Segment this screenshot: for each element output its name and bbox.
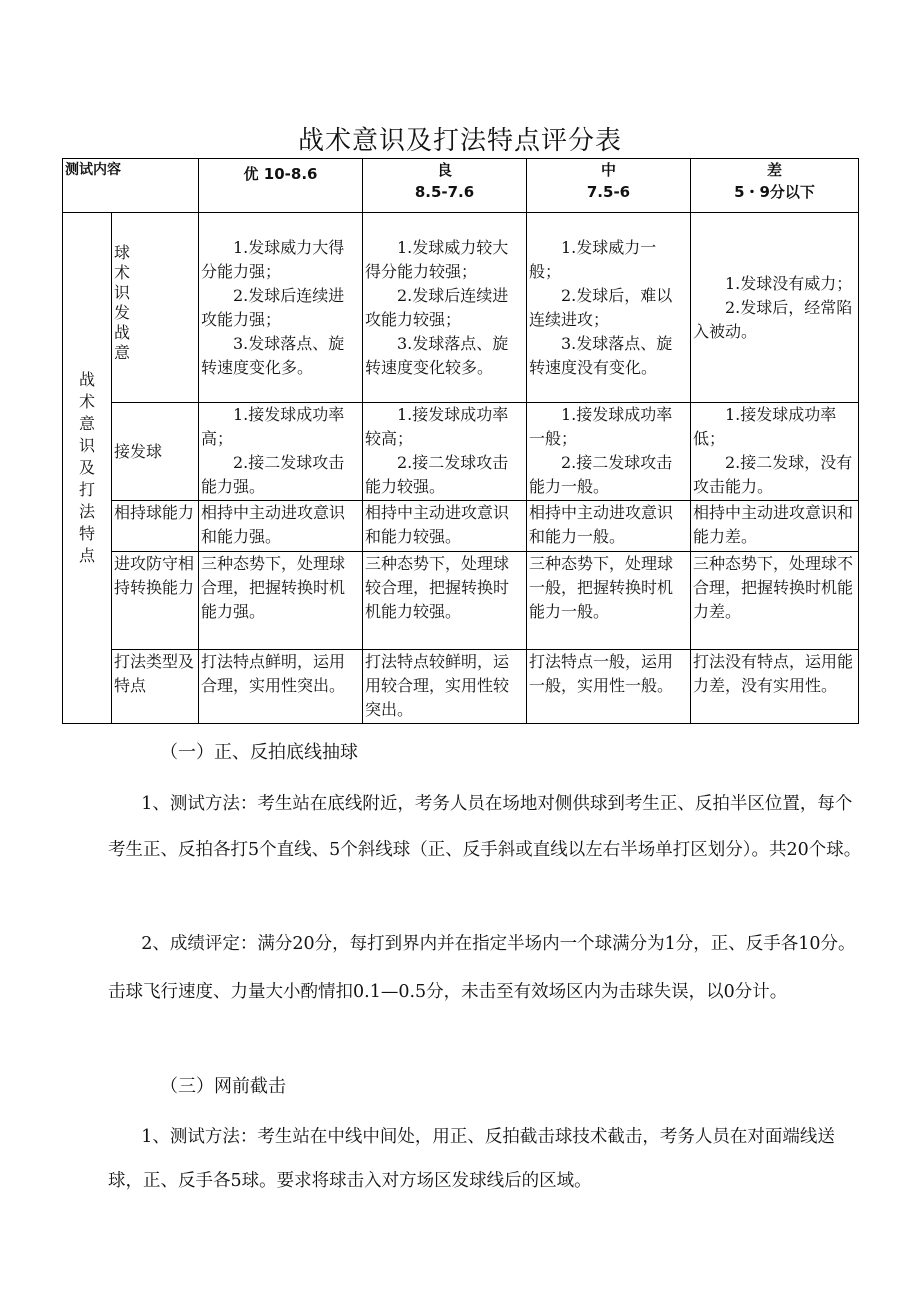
score-cell [691,501,859,552]
criterion-line: 2.接二发球攻击能力强。 [201,453,345,496]
score-cell [363,650,527,724]
item-label: 相持球能力 [114,503,195,522]
score-cell [691,650,859,724]
criterion-line: 3.发球落点、旋转速度变化较多。 [365,333,509,377]
level-name: 差 [766,161,782,179]
category-cell [63,213,112,724]
criterion-text: 相持中主动进攻意识和能力一般。 [529,503,674,546]
score-cell [363,552,527,650]
criterion-line: 2.发球后连续进攻能力强； [201,285,345,329]
header-level-0 [199,159,363,213]
score-cell [527,403,691,501]
table-row [63,213,859,403]
item-cell [112,650,199,724]
criterion-text: 打法特点鲜明，运用合理，实用性突出。 [201,652,346,695]
category-label: 战术意识及打法特点 [79,369,96,565]
score-cell [527,501,691,552]
criterion-text: 打法特点较鲜明，运用较合理，实用性较突出。 [365,652,510,719]
header-content-label: 测试内容 [63,159,199,213]
criterion-text: 三种态势下，处理球不合理，把握转换时机能力差。 [693,554,854,621]
criterion-line: 2.发球后，经常陷入被动。 [693,297,853,341]
header-level-2 [527,159,691,213]
section1-method: 1、测试方法：考生站在底线附近，考务人员在场地对侧供球到考生正、反拍半区位置，每个考生正、反拍各打5个直线、5个斜线球（正、反手斜或直线以左右半场单打区划分）。共20个球。 [108,794,862,860]
table-title: 战术意识及打法特点评分表 [297,126,622,156]
score-cell [691,552,859,650]
criterion-line: 2.接二发球攻击能力一般。 [529,453,673,496]
level-range: 8.5-7.6 [414,183,475,201]
criterion-line: 3.发球落点、旋转速度变化多。 [201,333,345,377]
score-cell [363,501,527,552]
header-level-3 [691,159,859,213]
header-row [63,159,859,213]
score-cell [363,213,527,403]
item-cell [112,213,199,403]
criterion-line: 1.发球威力大得分能力强； [201,237,345,281]
section3-heading: （三）网前截击 [160,1076,286,1097]
criterion-line: 1.接发球成功率低； [693,405,837,448]
section1-heading: （一）正、反拍底线抽球 [160,742,358,763]
header-level-1 [363,159,527,213]
table-row [63,501,859,552]
section1-scoring: 2、成绩评定：满分20分，每打到界内并在指定半场内一个球满分为1分，正、反手各10分。击球飞行速度、力量大小酌情扣0.1—0.5分，未击至有效场区内为击球失误，以0分计。 [108,934,856,1002]
criterion-line: 2.发球后，难以连续进攻； [529,285,673,329]
criterion-text: 相持中主动进攻意识和能力强。 [201,503,346,546]
score-cell [527,552,691,650]
table-row [63,403,859,501]
score-cell [199,552,363,650]
criterion-text: 相持中主动进攻意识和能力较强。 [365,503,510,546]
item-label: 球术识发战意 [114,243,131,362]
score-cell [363,403,527,501]
item-cell [112,403,199,501]
score-cell [691,403,859,501]
criterion-text: 三种态势下，处理球较合理，把握转换时机能力较强。 [365,554,510,621]
criterion-text: 打法没有特点，运用能力差，没有实用性。 [693,652,854,695]
item-label: 进攻防守相持转换能力 [114,554,195,597]
item-cell [112,501,199,552]
criterion-text: 三种态势下，处理球一般，把握转换时机能力一般。 [529,554,674,621]
level-range: 7.5-6 [586,183,631,201]
item-label: 打法类型及特点 [114,652,195,695]
criterion-text: 三种态势下，处理球合理，把握转换时机能力强。 [201,554,346,621]
criterion-line: 1.发球威力一般； [529,237,657,281]
criterion-line: 1.接发球成功率一般； [529,405,673,448]
criterion-line: 1.发球没有威力； [725,273,853,293]
score-cell [199,650,363,724]
criterion-line: 2.发球后连续进攻能力较强； [365,285,509,329]
table-row [63,650,859,724]
level-name: 良 [436,161,452,179]
level-range: 10-8.6 [263,165,318,183]
score-cell [199,501,363,552]
table-row [63,552,859,650]
level-range: 5・9分以下 [734,183,815,201]
criterion-line: 1.接发球成功率高； [201,405,345,448]
criterion-line: 3.发球落点、旋转速度没有变化。 [529,333,673,377]
score-cell [691,213,859,403]
section3-method: 1、测试方法：考生站在中线中间处，用正、反拍截击球技术截击，考务人员在对面端线送球，正、反手各5球。要求将球击入对方场区发球线后的区域。 [108,1127,835,1191]
criterion-text: 打法特点一般，运用一般，实用性一般。 [529,652,674,695]
level-name: 中 [600,161,616,179]
item-label: 接发球 [114,441,163,461]
criterion-text: 相持中主动进攻意识和能力差。 [693,503,854,546]
criterion-line: 1.接发球成功率较高； [365,405,509,448]
criterion-line: 2.接二发球攻击能力较强。 [365,453,509,496]
score-cell [527,650,691,724]
score-table [62,158,859,724]
item-cell [112,552,199,650]
level-name: 优 [243,165,259,183]
score-cell [199,213,363,403]
criterion-line: 1.发球威力较大得分能力较强； [365,237,509,281]
score-cell [527,213,691,403]
criterion-line: 2.接二发球，没有攻击能力。 [693,453,853,496]
score-cell [199,403,363,501]
